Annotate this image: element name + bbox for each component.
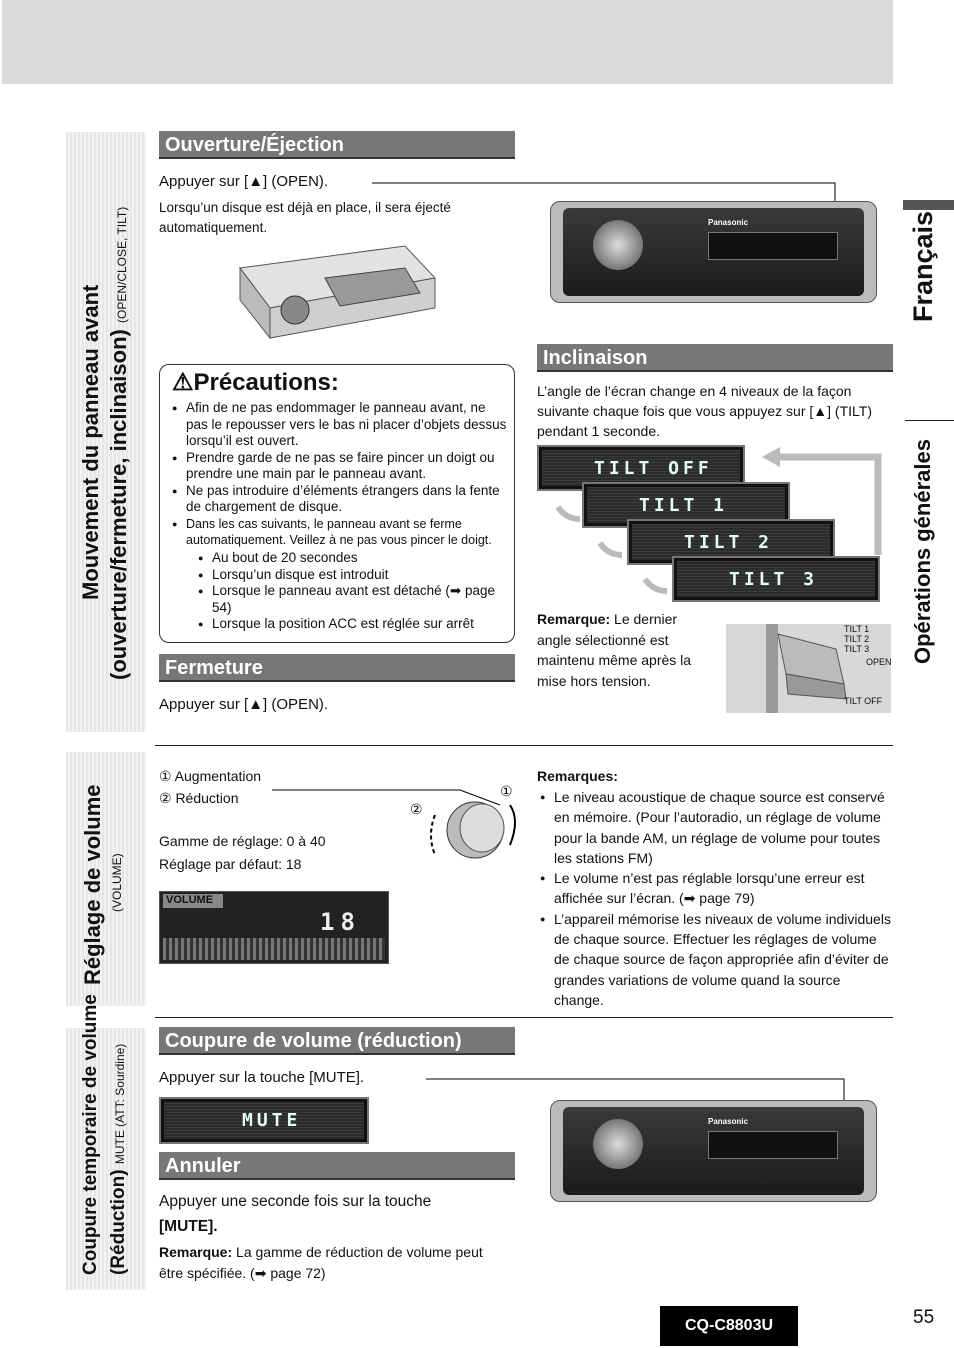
- divider-mute: [155, 1017, 893, 1018]
- precautions-sublist: [198, 550, 508, 633]
- tilt-label-1: TILT 1: [844, 624, 870, 634]
- head-unit-image-top: [550, 201, 877, 303]
- precautions-title-text: Précautions:: [193, 369, 339, 396]
- volume-range: Gamme de réglage: 0 à 40: [159, 833, 326, 849]
- top-band: [2, 0, 893, 84]
- open-panel-illustration: [230, 238, 440, 348]
- section-mute: Coupure de volume (réduction): [159, 1027, 515, 1055]
- mute-remark-text: La gamme de réduction de volume peut être spécifiée. (➡ page 72): [159, 1244, 483, 1281]
- precaution-item: ● Prendre garde de ne pas se faire pincer un doigt ou prendre une main par le panneau avant.: [172, 450, 510, 483]
- brand: Panasonic: [708, 218, 749, 227]
- precaution-item: ● Ne pas introduire d’éléments étrangers dans la fente de chargement de disque.: [172, 483, 510, 516]
- tab-mute-line2-text: (Réduction): [108, 1169, 129, 1275]
- volume-remark: ● Le volume n’est pas réglable lorsqu’une erreur est affichée sur l’écran. (➡ page 79): [540, 868, 893, 909]
- tab-sub: (OPEN/CLOSE, TILT): [115, 206, 129, 324]
- annuler-text1: Appuyer une seconde fois sur la touche: [159, 1193, 432, 1210]
- volume-remark: ● Le niveau acoustique de chaque source est conservé en mémoire. (Pour l’autoradio, un réglage de volume pour la bande AM, un réglage de volume pour toutes les stations FM): [540, 787, 893, 868]
- precaution-item: ● Afin de ne pas endommager le panneau avant, ne pas le repousser vers le bas ni placer d’objets dessus lorsqu’il est ouvert.: [172, 400, 510, 450]
- tilt-cycle-arrows: [540, 445, 885, 605]
- precautions-list: [172, 400, 510, 549]
- tab-volume-sub: (VOLUME): [110, 853, 124, 912]
- tab-mute-sub: MUTE (ATT: Sourdine): [113, 1043, 127, 1165]
- mute-remark-label: Remarque:: [159, 1244, 233, 1260]
- tab-title-line2-text: (ouverture/fermeture, inclinaison): [106, 329, 131, 680]
- head-unit-display: [708, 232, 838, 260]
- tilt-label-3: TILT 3: [844, 644, 870, 654]
- volume-aug: ① Augmentation: [159, 768, 262, 784]
- mute-remark: [159, 1242, 509, 1283]
- lcd-volume-label: VOLUME: [163, 894, 223, 908]
- warning-icon: ⚠: [172, 369, 194, 396]
- volume-knob: [593, 1119, 643, 1169]
- fermeture-press: Appuyer sur [▲] (OPEN).: [159, 696, 329, 713]
- side-ops: Opérations générales: [910, 439, 935, 664]
- lcd-volume: [159, 891, 389, 964]
- mute-press: Appuyer sur la touche [MUTE].: [159, 1069, 365, 1086]
- lcd-tilt-3-text: TILT 3: [677, 561, 875, 597]
- tilt-label-off: TILT OFF: [844, 696, 883, 706]
- lcd-volume-value: 18: [320, 908, 361, 936]
- ouverture-note: Lorsqu’un disque est déjà en place, il sera éjecté automatiquement.: [159, 200, 451, 235]
- tilt-angle-diagram: [726, 624, 891, 713]
- volume-knob-illustration: [270, 780, 520, 870]
- precaution-item: ● Dans les cas suivants, le panneau avant se ferme automatiquement. Veillez à ne pas vous pincer le doigt.: [172, 516, 510, 549]
- section-annuler: Annuler: [159, 1152, 515, 1180]
- head-unit-face: [563, 208, 864, 296]
- lcd-tilt-1-text: TILT 1: [587, 487, 785, 523]
- volume-default: Réglage par défaut: 18: [159, 856, 302, 872]
- section-inclinaison: Inclinaison: [537, 344, 893, 372]
- volume-remarks: [540, 787, 893, 1010]
- side-lang: Français: [908, 210, 938, 322]
- section-fermeture: Fermeture: [159, 654, 515, 682]
- inclinaison-remark: [537, 609, 707, 691]
- tab-panel-volume: [66, 752, 146, 1006]
- lcd-mute-text: MUTE: [164, 1102, 364, 1139]
- precaution-subitem: ● Lorsqu’un disque est introduit: [198, 567, 508, 584]
- tab-mute-line2: [108, 1044, 130, 1275]
- ouverture-press: Appuyer sur [▲] (OPEN).: [159, 173, 329, 190]
- tab-title-line2: [106, 207, 132, 680]
- section-ouverture: Ouverture/Éjection: [159, 131, 515, 159]
- tab-volume-title: Réglage de volume: [80, 784, 105, 985]
- page-number: 55: [913, 1307, 935, 1328]
- lcd-tilt-off-text: TILT OFF: [542, 450, 740, 486]
- lcd-mute: [159, 1097, 369, 1144]
- volume-remarks-title: Remarques:: [537, 768, 618, 784]
- precaution-subitem: ● Au bout de 20 secondes: [198, 550, 508, 567]
- lcd-volume-bar: [163, 938, 385, 960]
- tab-title-line1: Mouvement du panneau avant: [78, 284, 103, 600]
- head-unit-image-bottom: [550, 1100, 877, 1202]
- volume-knob: [593, 220, 643, 270]
- tab-mute-line1: Coupure temporaire de volume: [80, 994, 101, 1275]
- svg-text:②: ②: [410, 802, 423, 818]
- model-badge: CQ-C8803U: [660, 1306, 798, 1346]
- tilt-label-2: TILT 2: [844, 634, 870, 644]
- volume-remark: ● L’appareil mémorise les niveaux de volume individuels de chaque source. Effectuer les réglages de volume de chaque source de façon appropriée afin d’éviter de grandes variations de volume quand la source change.: [540, 909, 893, 1010]
- head-unit-face: [563, 1107, 864, 1195]
- precaution-subitem: ● Lorsque le panneau avant est détaché (➡ page 54): [198, 583, 508, 616]
- lcd-tilt-2-text: TILT 2: [632, 524, 830, 560]
- annuler-text2: [MUTE].: [159, 1218, 218, 1235]
- side-divider: [905, 420, 954, 421]
- tab-panel-mute: [66, 1028, 146, 1290]
- inclinaison-remark-text: Le dernier angle sélectionné est maintenu même après la mise hors tension.: [537, 611, 692, 689]
- precaution-subitem: ● Lorsque la position ACC est réglée sur arrêt: [198, 616, 508, 633]
- inclinaison-remark-label: Remarque:: [537, 611, 611, 627]
- divider-volume: [155, 745, 893, 746]
- inclinaison-text: L’angle de l’écran change en 4 niveaux de la façon suivante chaque fois que vous appuyez sur [▲] (TILT) pendant 1 seconde.: [537, 383, 872, 439]
- tilt-label-open: OPEN: [866, 657, 892, 667]
- precautions-title: [172, 368, 339, 397]
- volume-red: ② Réduction: [159, 790, 239, 806]
- brand: Panasonic: [708, 1117, 749, 1126]
- head-unit-display: [708, 1131, 838, 1159]
- side-bar-top: [903, 200, 954, 210]
- svg-text:①: ①: [500, 784, 513, 800]
